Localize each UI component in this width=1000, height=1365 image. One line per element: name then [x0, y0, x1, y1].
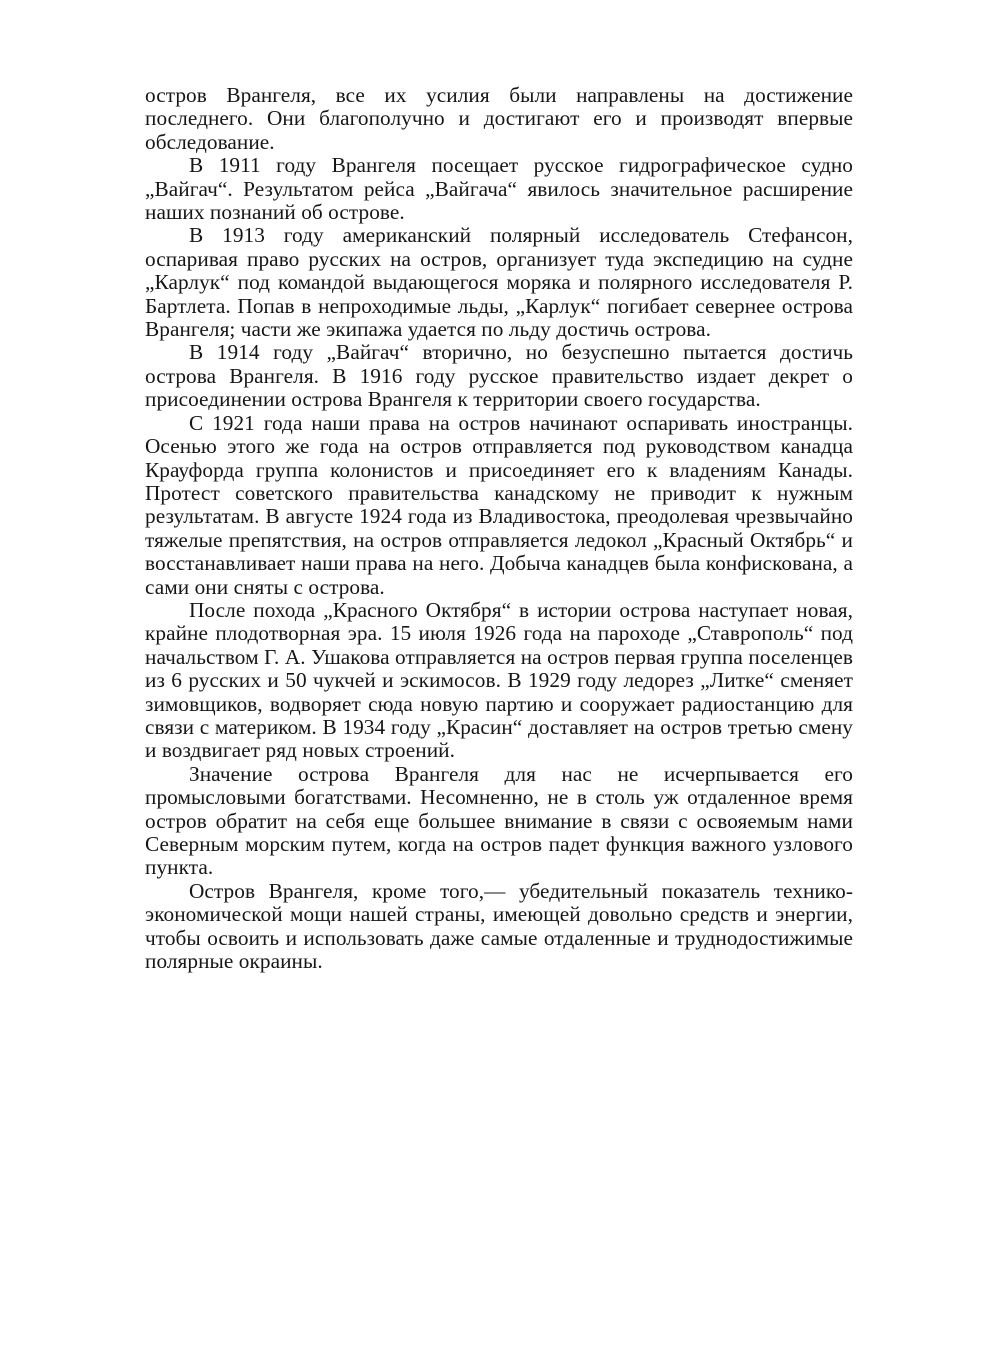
paragraph-6: После похода „Красного Октября“ в истории острова наступает новая, крайне плодотворная эра. 15 июля 1926 года на пароходе „Ставрополь“ под начальством Г. А. Ушакова отправляется на остров первая группа поселенцев из 6 русских и 50 чукчей и эскимосов. В 1929 году ледорез „Литке“ сменяет зимовщиков, водворяет сюда новую партию и сооружает радиостанцию для связи с материком. В 1934 году „Красин“ доставляет на остров третью смену и воздвигает ряд новых строений.	[145, 597, 853, 763]
paragraph-5: С 1921 года наши права на остров начинают оспаривать иностранцы. Осенью этого же года на остров отправляется под руководством канадца Крауфорда группа колонистов и присоединяет его к владениям Канады. Протест советского правительства канадскому не приводит к нужным результатам. В августе 1924 года из Владивостока, преодолевая чрезвычайно тяжелые препятствия, на остров отправляется ледокол „Красный Октябрь“ и восстанавливает наши права на него. Добыча канадцев была конфискована, а сами они сняты с острова.	[145, 410, 853, 599]
paragraph-1: остров Врангеля, все их усилия были направлены на достижение последнего. Они благополучно и достигают его и производят впервые обследование.	[145, 83, 853, 154]
body-text	[145, 84, 853, 973]
paragraph-8: Остров Врангеля, кроме того,— убедительный показатель технико-экономической мощи нашей страны, имеющей довольно средств и энергии, чтобы освоить и использовать даже самые отдаленные и труднодостижимые полярные окраины.	[145, 878, 853, 974]
paragraph-4: В 1914 году „Вайгач“ вторично, но безуспешно пытается достичь острова Врангеля. В 1916 году русское правительство издает декрет о присоединении острова Врангеля к территории своего государства.	[145, 340, 853, 412]
paragraph-7: Значение острова Врангеля для нас не исчерпывается его промысловыми богатствами. Несомненно, не в столь уж отдаленное время остров обратит на себя еще большее внимание в связи с освояемым нами Северным морским путем, когда на остров падет функция важного узлового пункта.	[145, 761, 853, 880]
paragraph-2: В 1911 году Врангеля посещает русское гидрографическое судно „Вайгач“. Результатом рейса „Вайгача“ явилось значительное расширение наших познаний об острове.	[145, 153, 853, 225]
paragraph-3: В 1913 году американский полярный исследователь Стефансон, оспаривая право русских на остров, организует туда экспедицию на судне „Карлук“ под командой выдающегося моряка и полярного исследователя Р. Бартлета. Попав в непроходимые льды, „Карлук“ погибает севернее острова Врангеля; части же экипажа удается по льду достичь острова.	[145, 223, 853, 342]
